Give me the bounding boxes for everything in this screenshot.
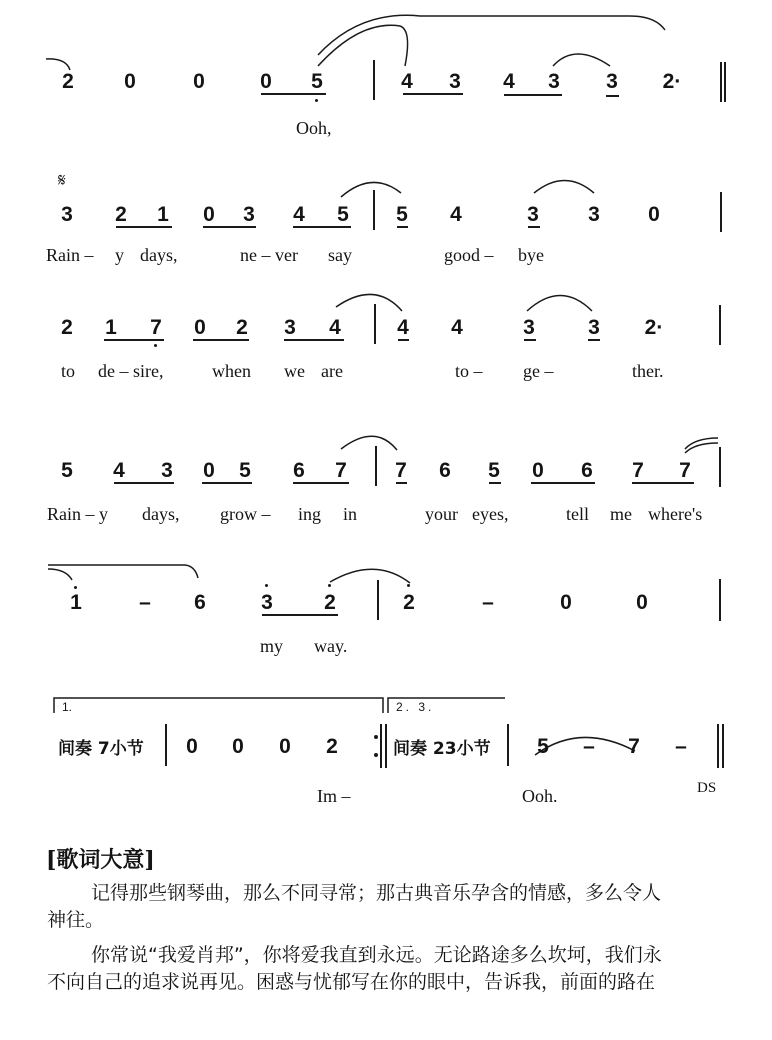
- note: 2: [61, 316, 73, 339]
- note: 4: [293, 203, 305, 226]
- high-octave-dot: [407, 584, 410, 587]
- note: 6: [194, 591, 206, 614]
- note: 0: [560, 591, 572, 614]
- lyric: ge –: [523, 361, 554, 381]
- lyric: Ooh.: [522, 786, 558, 806]
- note: 0: [260, 70, 272, 93]
- barline: [719, 579, 721, 621]
- note: 2: [115, 203, 127, 226]
- note: 6: [293, 459, 305, 482]
- note: 0: [203, 459, 215, 482]
- note: 3: [588, 203, 600, 226]
- note: 0: [194, 316, 206, 339]
- note: 3: [243, 203, 255, 226]
- barline: [373, 190, 375, 230]
- barline: [507, 724, 509, 766]
- note: –: [675, 735, 687, 758]
- low-octave-dot: [315, 99, 318, 102]
- note: 0: [193, 70, 205, 93]
- underline-beam: [588, 339, 600, 341]
- note: 3: [548, 70, 560, 93]
- final-barline: [717, 724, 719, 768]
- volta-1-label: 1.: [62, 700, 73, 714]
- lyric: Rain – y: [47, 504, 108, 524]
- note: 0: [203, 203, 215, 226]
- underline-beam: [606, 95, 619, 97]
- lyric: days,: [140, 245, 178, 265]
- note: 7: [335, 459, 347, 482]
- underline-beam: [293, 226, 351, 228]
- note: 4: [401, 70, 413, 93]
- underline-beam: [398, 339, 409, 341]
- lyric: days,: [142, 504, 180, 524]
- note: 4: [503, 70, 515, 93]
- lyric: my: [260, 636, 284, 656]
- underline-beam: [116, 226, 172, 228]
- note: 2: [326, 735, 338, 758]
- note: 3: [161, 459, 173, 482]
- dal-segno-mark: DS: [697, 780, 717, 796]
- lyric: good –: [444, 245, 494, 265]
- underline-beam: [403, 93, 463, 95]
- note: 1: [70, 591, 82, 614]
- underline-beam: [524, 339, 536, 341]
- underline-beam: [261, 93, 326, 95]
- lyric: your: [425, 504, 458, 524]
- note: 0: [648, 203, 660, 226]
- underline-beam: [489, 482, 501, 484]
- final-barline: [724, 62, 726, 102]
- barline: [165, 724, 167, 766]
- note: 7: [628, 735, 640, 758]
- lyric: bye: [518, 245, 544, 265]
- note: 3: [284, 316, 296, 339]
- paragraph-line: 记得那些钢琴曲，那么不同寻常；那古典音乐孕含的情感，多么令人: [91, 882, 662, 904]
- lyric: tell: [566, 504, 589, 524]
- underline-beam: [104, 339, 164, 341]
- barline: [719, 447, 721, 487]
- barline: [377, 580, 379, 620]
- barline: [375, 446, 377, 486]
- note: 0: [124, 70, 136, 93]
- note: 5: [239, 459, 251, 482]
- note: 1: [157, 203, 169, 226]
- high-octave-dot: [328, 584, 331, 587]
- lyric: ther.: [632, 361, 664, 381]
- interlude-7-bars: 间奏 7小节: [58, 739, 144, 759]
- underline-beam: [193, 339, 249, 341]
- note: 3: [523, 316, 535, 339]
- note: 2·: [644, 316, 664, 339]
- note: 0: [186, 735, 198, 758]
- lyric: say: [328, 245, 352, 265]
- note: 3: [261, 591, 273, 614]
- low-octave-dot: [154, 344, 157, 347]
- lyric: Im –: [317, 786, 351, 806]
- barline: [719, 305, 721, 345]
- note: 5: [311, 70, 323, 93]
- paragraph-line: 你常说“我爱肖邦”，你将爱我直到永远。无论路途多么坎坷，我们永: [91, 944, 662, 966]
- note: 3: [606, 70, 618, 93]
- underline-beam: [396, 482, 407, 484]
- note: 5: [61, 459, 73, 482]
- underline-beam: [504, 94, 562, 96]
- note: 3: [588, 316, 600, 339]
- lyric: are: [321, 361, 343, 381]
- lyric: Rain –: [46, 245, 94, 265]
- note: 2·: [662, 70, 682, 93]
- note: 2: [236, 316, 248, 339]
- high-octave-dot: [265, 584, 268, 587]
- high-octave-dot: [74, 586, 77, 589]
- volta-2-3-label: 2. 3.: [396, 700, 435, 714]
- underline-beam: [202, 482, 252, 484]
- repeat-dot: [374, 735, 378, 739]
- section-heading: [歌词大意]: [46, 847, 155, 873]
- note: 7: [395, 459, 407, 482]
- lyric: in: [343, 504, 358, 524]
- repeat-barline: [385, 724, 387, 768]
- note: –: [139, 591, 151, 614]
- note: 2: [403, 591, 415, 614]
- repeat-dot: [374, 753, 378, 757]
- lyric: ing: [298, 504, 322, 524]
- note: 7: [632, 459, 644, 482]
- note: 2: [62, 70, 74, 93]
- note: 4: [450, 203, 462, 226]
- note: 5: [396, 203, 408, 226]
- note: 0: [232, 735, 244, 758]
- note: 4: [113, 459, 125, 482]
- note: –: [482, 591, 494, 614]
- note: 5: [537, 735, 549, 758]
- note: 0: [279, 735, 291, 758]
- lyric: way.: [314, 636, 348, 656]
- note: 4: [397, 316, 409, 339]
- underline-beam: [528, 226, 540, 228]
- lyric: grow –: [220, 504, 271, 524]
- note: 3: [527, 203, 539, 226]
- note: 3: [61, 203, 73, 226]
- note: 4: [329, 316, 341, 339]
- lyric: Ooh,: [296, 118, 332, 138]
- lyric: eyes,: [472, 504, 509, 524]
- lyric: where's: [648, 504, 703, 524]
- underline-beam: [284, 339, 344, 341]
- underline-beam: [262, 614, 338, 616]
- barline: [374, 304, 376, 344]
- lyric: me: [610, 504, 632, 524]
- note: 6: [581, 459, 593, 482]
- note: 0: [532, 459, 544, 482]
- paragraph-line: 不向自己的追求说再见。困惑与忧郁写在你的眼中，告诉我，前面的路在: [47, 971, 656, 993]
- note: 5: [488, 459, 500, 482]
- final-barline: [722, 724, 724, 768]
- final-barline: [720, 62, 722, 102]
- lyric: ne – ver: [240, 245, 298, 265]
- note: 7: [679, 459, 691, 482]
- underline-beam: [632, 482, 694, 484]
- barline: [720, 192, 722, 232]
- lyric: to: [61, 361, 76, 381]
- underline-beam: [203, 226, 256, 228]
- note: 2: [324, 591, 336, 614]
- repeat-barline: [380, 724, 382, 768]
- interlude-23-bars: 间奏 23小节: [393, 739, 491, 759]
- lyric: y: [115, 245, 124, 265]
- underline-beam: [397, 226, 408, 228]
- note: –: [583, 735, 595, 758]
- note: 0: [636, 591, 648, 614]
- lyric: to –: [455, 361, 483, 381]
- paragraph-line: 神往。: [47, 909, 105, 931]
- lyric: we: [284, 361, 305, 381]
- lyric: de – sire,: [98, 361, 164, 381]
- underline-beam: [293, 482, 349, 484]
- note: 6: [439, 459, 451, 482]
- barline: [373, 60, 375, 100]
- note: 7: [150, 316, 162, 339]
- note: 5: [337, 203, 349, 226]
- lyric: when: [212, 361, 251, 381]
- note: 4: [451, 316, 463, 339]
- underline-beam: [114, 482, 174, 484]
- note: 1: [105, 316, 117, 339]
- underline-beam: [531, 482, 595, 484]
- note: 3: [449, 70, 461, 93]
- segno-icon: 𝄋: [58, 170, 66, 191]
